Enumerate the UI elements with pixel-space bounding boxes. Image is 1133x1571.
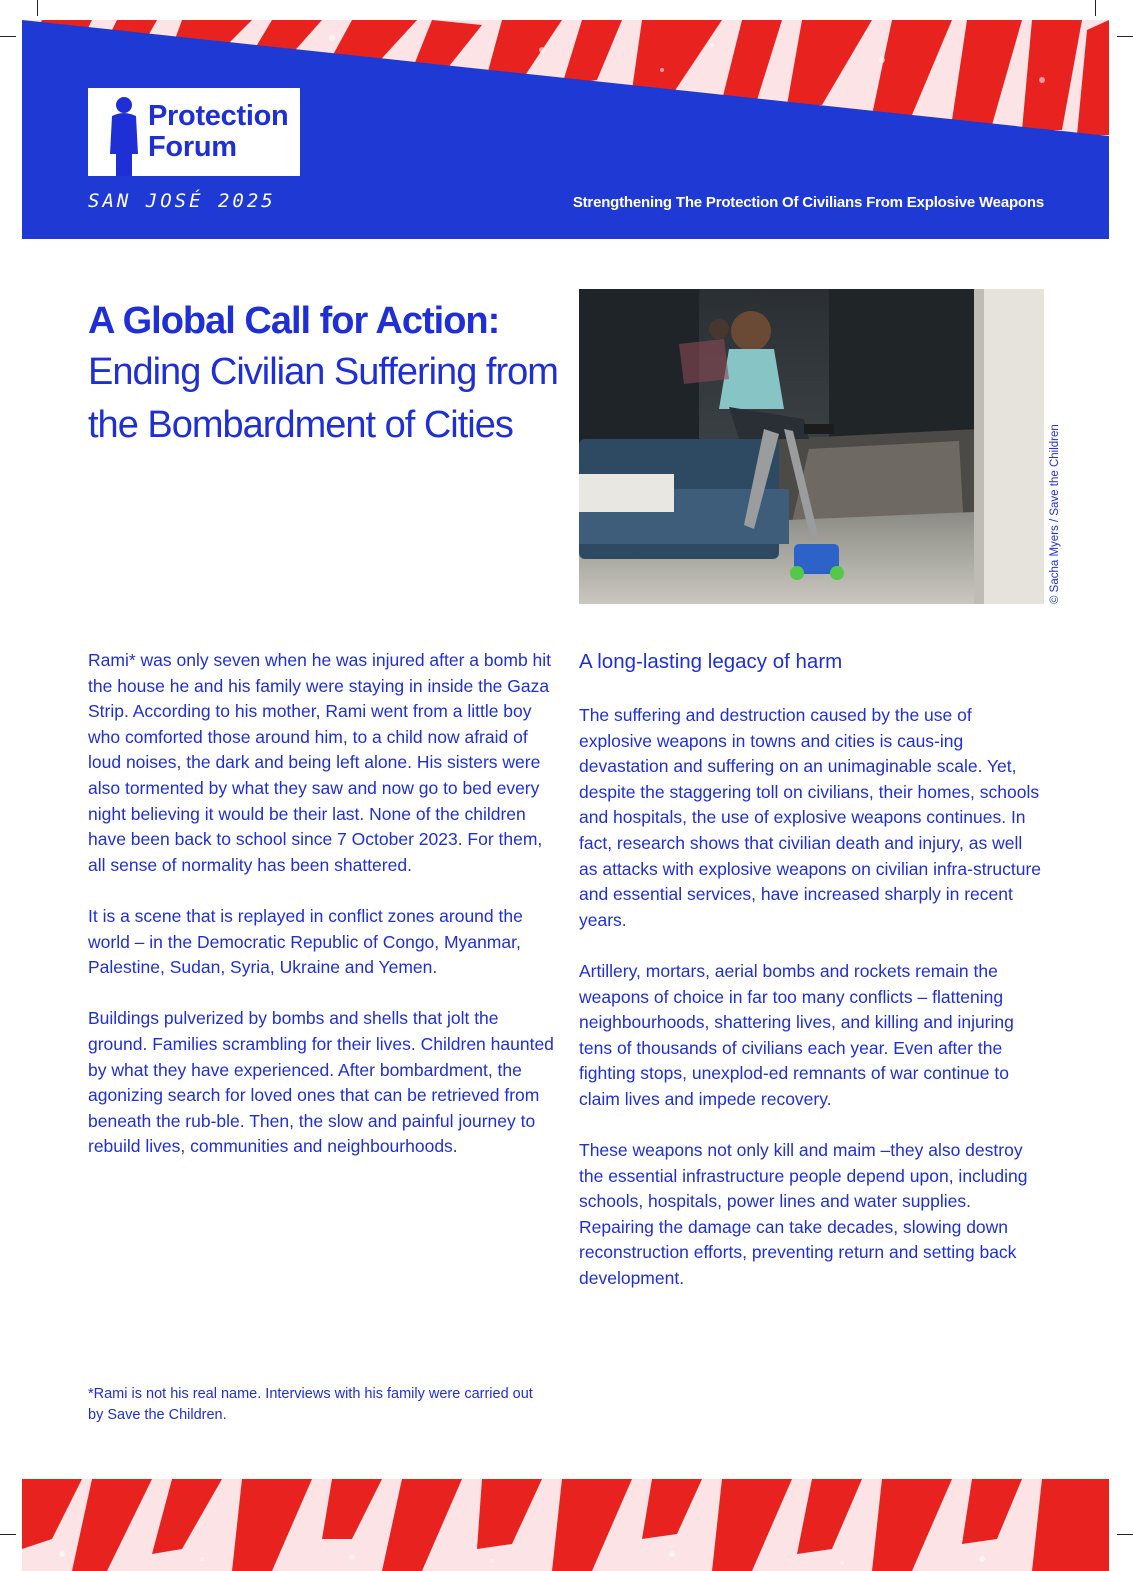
event-label: SAN JOSÉ 2025	[88, 190, 276, 212]
title-sub-line-2: the Bombardment of Cities	[88, 404, 513, 446]
logo-text	[148, 101, 288, 163]
title-sub-line-1: Ending Civilian Suffering from	[88, 351, 558, 393]
crop-mark	[0, 1534, 16, 1535]
crop-mark	[1095, 0, 1096, 16]
logo-line-2: Forum	[148, 131, 237, 163]
footnote: *Rami is not his real name. Interviews with his family were carried out by Save the Children.	[88, 1386, 533, 1423]
paragraph: Buildings pulverized by bombs and shells that jolt the ground. Families scrambling for their lives. Children haunted by what they have experienced. After bombardment, the agonizing search for loved ones that can be retrieved from beneath the rub-ble. Then, the slow and painful journey to rebuild lives, communities and neighbourhoods.	[88, 1008, 554, 1157]
paragraph: It is a scene that is replayed in conflict zones around the world – in the Democratic Republic of Congo, Myanmar, Palestine, Sudan, Syria, Ukraine and Yemen.	[88, 905, 523, 978]
logo-line-1: Protection	[148, 100, 289, 132]
crop-mark	[37, 0, 38, 16]
paragraph: These weapons not only kill and maim –they also destroy the essential infrastructure people depend upon, including schools, hospitals, power lines and water supplies. Repairing the damage can take decades, slowing down reconstruction efforts, preventing return and setting back development.	[579, 1140, 1028, 1289]
paragraph: The suffering and destruction caused by the use of explosive weapons in towns and cities is caus-ing devastation and suffering on an unimaginable scale. Yet, despite the staggering toll on civilians, their homes, schools and hospitals, the use of explosive weapons continues. In fact, research shows that civilian death and injury, as well as attacks with explosive weapons on civilian infra-structure and essential services, have increased sharply in recent years.	[579, 705, 1042, 930]
footer-banner	[22, 1479, 1109, 1571]
right-column	[579, 703, 1041, 1317]
crop-mark	[1117, 1534, 1133, 1535]
header-tagline: Strengthening The Protection Of Civilians From Explosive Weapons	[572, 194, 1044, 211]
crop-mark	[0, 36, 16, 37]
photo-illustration	[579, 289, 1044, 604]
person-silhouette-icon	[106, 96, 142, 176]
photo-credit: © Sacha Myers / Save the Children	[1049, 424, 1061, 604]
crop-mark	[1117, 36, 1133, 37]
page-title	[88, 296, 568, 452]
footer-pattern	[22, 1479, 1109, 1571]
hero-photo	[579, 289, 1044, 604]
section-heading: A long-lasting legacy of harm	[579, 650, 843, 673]
left-column	[88, 648, 556, 1185]
paragraph: Artillery, mortars, aerial bombs and rockets remain the weapons of choice in far too many conflicts – flattening neighbourhoods, shattering lives, and killing and injuring tens of thousands of civilians each year. Even after the fighting stops, unexplod-ed remnants of war continue to claim lives and impede recovery.	[579, 960, 1014, 1109]
paragraph: Rami* was only seven when he was injured after a bomb hit the house he and his family were staying in inside the Gaza Strip. According to his mother, Rami went from a little boy who comforted those around him, to a child now afraid of loud noises, the dark and being left alone. His sisters were also tormented by what they saw and now go to bed every night believing it would be their last. None of the children have been back to school since 7 October 2023. For them, all sense of normality has been shattered.	[88, 650, 552, 875]
title-main: A Global Call for Action:	[88, 300, 500, 342]
